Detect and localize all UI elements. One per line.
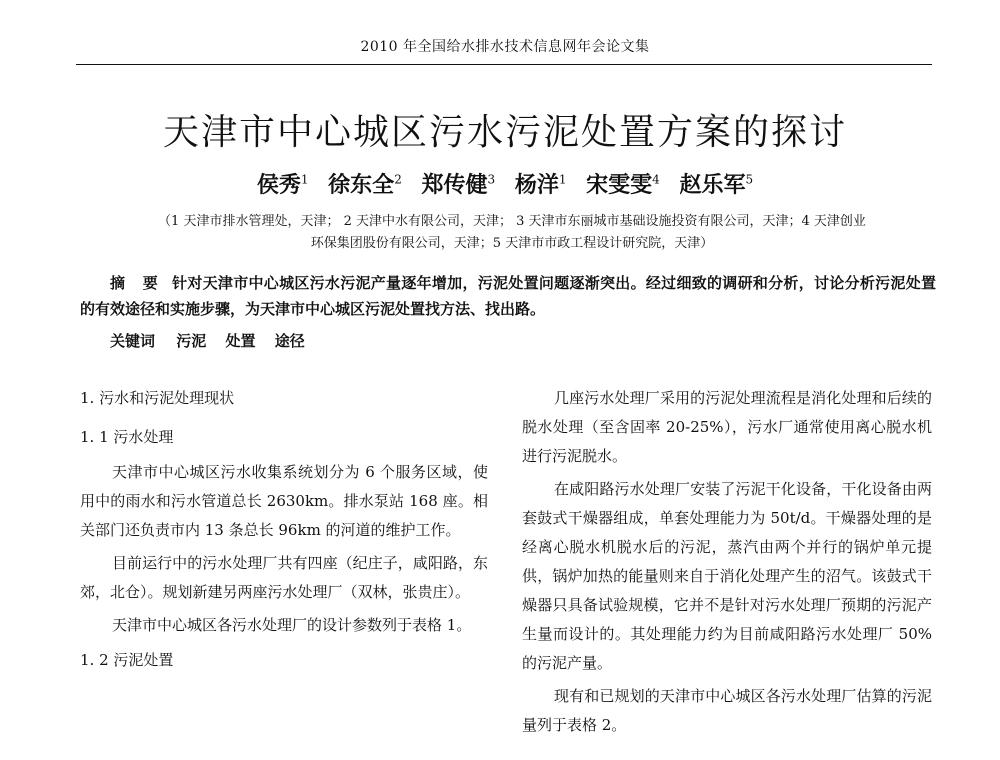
affiliation-line: （1 天津市排水管理处，天津； 2 天津中水有限公司，天津； 3 天津市东丽城市基础设施投资有限公司，天津；4 天津创业 (158, 214, 866, 229)
body-paragraph: 天津市中心城区各污水处理厂的设计参数列于表格 1。 (112, 616, 472, 634)
author: 赵乐军$^5$ (679, 172, 754, 198)
author: 宋雯雯$^4$ (586, 172, 660, 198)
author: 郑传健$^3$ (421, 172, 496, 198)
left-column (80, 384, 488, 675)
paper-title: 天津市中心城区污水污泥处置方案的探讨 (162, 112, 847, 153)
section-heading: 1. 污水和污泥处理现状 (80, 389, 235, 407)
abstract-text: 针对天津市中心城区污水污泥产量逐年增加，污泥处置问题逐渐突出。经过细致的调研和分析，讨论分析污泥处置的有效途径和实施步骤，为天津市中心城区污泥处置找方法、找出路。 (80, 274, 936, 318)
right-column (522, 384, 932, 744)
author: 杨洋$^1$ (514, 172, 567, 198)
body-paragraph: 几座污水处理厂采用的污泥处理流程是消化处理和后续的脱水处理（至含固率 20-25%），污水厂通常使用离心脱水机进行污泥脱水。 (522, 389, 932, 465)
author-list (80, 168, 930, 199)
body-paragraph: 现有和已规划的天津市中心城区各污水处理厂估算的污泥量列于表格 2。 (522, 687, 932, 734)
keyword: 处置 (225, 332, 256, 350)
header-divider (76, 64, 932, 65)
abstract-label: 摘 要 (110, 274, 165, 292)
abstract (80, 270, 936, 322)
running-header: 2010 年全国给水排水技术信息网年会论文集 (360, 39, 650, 55)
author: 侯秀$^1$ (256, 172, 309, 198)
body-paragraph: 在咸阳路污水处理厂安装了污泥干化设备，干化设备由两套鼓式干燥器组成，单套处理能力为 50t/d。干燥器处理的是经离心脱水机脱水后的污泥，蒸汽由两个并行的锅炉单元提供，锅炉加热的能量则来自于消化处理产生的沼气。该鼓式干燥器只具备试验规模，它并不是针对污水处理厂预期的污泥产生量而设计的。其处理能力约为目前咸阳路污水处理厂 50%的污泥产量。 (522, 480, 932, 672)
keyword: 途径 (274, 332, 305, 350)
body-paragraph: 天津市中心城区污水收集系统划分为 6 个服务区域，使用中的雨水和污水管道总长 2630km。排水泵站 168 座。相关部门还负责市内 13 条总长 96km 的河道的维护工作。 (80, 463, 488, 539)
keywords (110, 330, 319, 351)
author: 徐东全$^2$ (328, 172, 402, 198)
affiliations (92, 211, 932, 255)
subsection-heading: 1. 2 污泥处置 (80, 651, 174, 669)
keyword: 污泥 (176, 332, 207, 350)
affiliation-line: 环保集团股份有限公司，天津；5 天津市市政工程设计研究院，天津） (310, 236, 714, 251)
keywords-label: 关键词 (110, 332, 156, 350)
subsection-heading: 1. 1 污水处理 (80, 428, 174, 446)
body-paragraph: 目前运行中的污水处理厂共有四座（纪庄子，咸阳路，东郊，北仓）。规划新建另两座污水处理厂（双林，张贵庄）。 (80, 554, 488, 601)
